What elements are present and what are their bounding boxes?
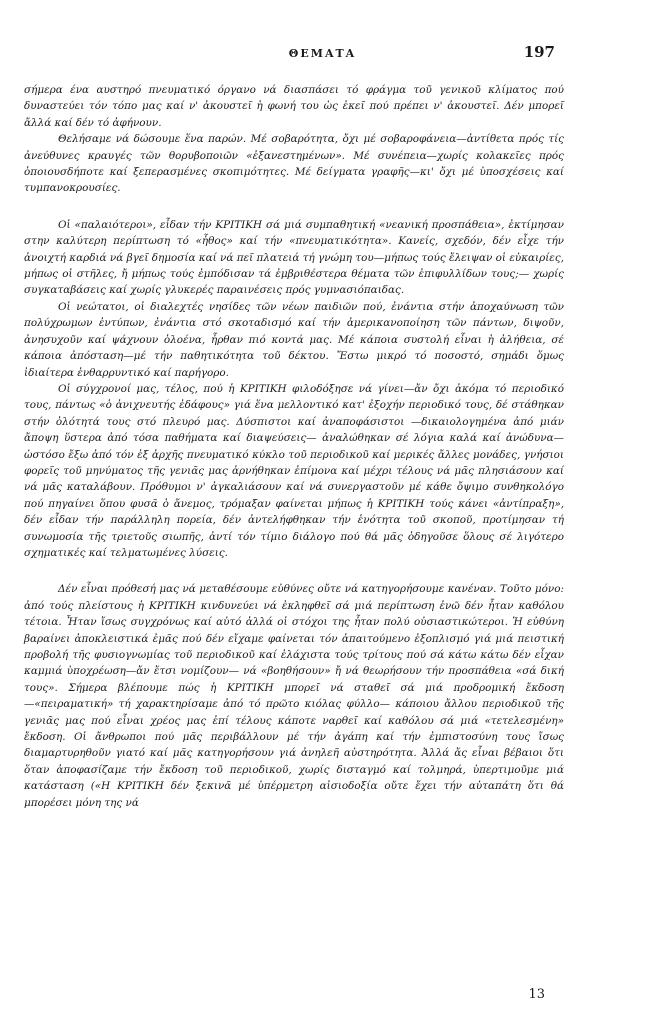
- paragraph-1: σήμερα ένα αυστηρό πνευματικό όργανο νά διασπάσει τό φράγμα τοῦ γενικοῦ κλίματος πού δυναστεύει τόν τόπο μας καί ν' ἀκουστεῖ ἡ φωνή του ὡς ἐκεῖ πού πρέπει ν' ἀκουστεῖ. Δέν μπορεῖ ἄλλά καί δέν τό ἀφήνουν.: [24, 84, 564, 129]
- paragraph-6: Δέν εἶναι πρόθεσή μας νά μεταθέσουμε εὐθύνες οὔτε νά κατηγορήσουμε κανέναν. Τοῦτο μόνο: ἀπό τούς πλείστους ἡ ΚΡΙΤΙΚΗ κινδυνεύει νά ἐκληφθεῖ σά μιά περίπτωση ἐνῶ δέν ἦταν καθόλου τέτοια. Ἦταν ἴσως συγχρόνως καί αὐτό ἀλλά οἱ στόχοι της ἦταν πολύ οὐσιαστικώτεροι. Ἡ εὐθύνη βαραίνει ἀποκλειστικά ἐμᾶς πού δέν εἴχαμε φαίνεται τόν ἀπαιτούμενο ἐξοπλισμό γιά μιά πειστική προβολή τῆς φυσιογνωμίας τοῦ περιοδικοῦ καί ἐλάχιστα τούς τρίτους πού σά κάτω κάτω δέν εἶχαν καμμιά ὑποχρέωση—ἄν ἔτσι νομίζουν— νά «βοηθήσουν» ἤ νά θεωρήσουν τήν προσπάθεια «σά δική τους». Σήμερα βλέπουμε πώς ἡ ΚΡΙΤΙΚΗ μπορεῖ νά σταθεῖ σά μιά προδρομική ἔκδοση —«πειραματική» τή χαρακτηρίσαμε ἀπό τό πρῶτο κιόλας φύλλο— κάποιου ἄλλου περιοδικοῦ τῆς γενιᾶς μας πού εἶναι χρέος μας ἐπί τέλους κάποτε ναρθεῖ καί καθόλου σά μιά «τετελεσμένη» ἔκδοση. Οἱ ἄνθρωποι πού μᾶς περιβάλλουν μέ τήν ἀγάπη καί τήν ἐμπιστοσύνη τους ἴσως διαμαρτυρηθοῦν γιατό καί μᾶς κατηγορήσουν γιά ἀνηλεῆ αὐστηρότητα. Ἀλλά ἄς εἶναι βέβαιοι ὅτι ὅταν ἀποφασίζαμε τήν ἔκδοση τοῦ περιοδικοῦ, χωρίς δισταγμό καί τολμηρά, ὑπερτιμοῦμε μιά κατάσταση («Η ΚΡΙΤΙΚΗ δέν ξεκινᾶ μέ ὑπέρμετρη αἰσιοδοξία οὔτε ἔχει τήν αὐταπάτη ὅτι θά μπορέσει μόνη της νά: [24, 583, 564, 809]
- signature-mark: 13: [528, 987, 545, 1002]
- body-text: [24, 82, 564, 811]
- paragraph-4: Οἱ νεώτατοι, οἱ διαλεχτές νησίδες τῶν νέων παιδιῶν πού, ἐνάντια στήν ἀποχαύνωση τῶν πολύχρωμων ἐντύπων, ἐνάντια στό σκοταδισμό καί τήν ἀμερικανοποίηση τῶν πάντων, διψοῦν, ἀνησυχοῦν καί ψάχνουν ὁλοένα, ἦρθαν πιό κοντά μας. Μέ κάποια συστολή εἶναι ἡ ἀλήθεια, σέ κάποια ἀπόσταση—μέ τήν παθητικότητα τοῦ δέκτου. Ἔστω μικρό τό ποσοστό, σημάδι ὅμως ἰδιαίτερα ἐνθαρρυντικό καί παρήγορο.: [24, 300, 564, 379]
- page-number: 197: [523, 43, 555, 61]
- section-gap: [24, 197, 564, 217]
- paragraph-2: Θελήσαμε νά δώσουμε ἕνα παρών. Μέ σοβαρότητα, ὄχι μέ σοβαροφάνεια—ἀντίθετα πρός τίς ἀνεύθυνες κραυγές τῶν θορυβοποιῶν «ἐξανεστημένων». Μέ συνέπεια—χωρίς κολακεῖες πρός ὁποιουσδήποτε καί ξεπερασμένες σκοπιμότητες. Μέ δείγματα γραφῆς—κι' ὄχι μέ ὑποσχέσεις καί τυμπανοκρουσίες.: [24, 133, 564, 195]
- paragraph-3: Οἱ «παλαιότεροι», εἶδαν τήν ΚΡΙΤΙΚΗ σά μιά συμπαθητική «νεανική προσπάθεια», ἐκτίμησαν στην καλύτερη περίπτωση τό «ἦθος» καί τήν «πνευματικότητα». Κανείς, σχεδόν, δέν εἶχε τήν ἀνοιχτή καρδιά νά βγεῖ δημοσία καί νά πεῖ πλατειά τή γνώμη του—μήπως τούς ἔλειψαν οἱ εὐκαιρίες, μήπως οἱ στῆλες, ἤ μήπως τούς ἐμπόδισαν τά ἐμβριθέστερα θέματα τῶν ἐπιφυλλίδων τους;— χωρίς συγκαταβάσεις καί χωρίς γλυκερές παραινέσεις πρός γυμνασιόπαιδας.: [24, 218, 564, 297]
- running-head: [0, 43, 645, 63]
- paragraph-5: Οἱ σύγχρονοί μας, τέλος, πού ἡ ΚΡΙΤΙΚΗ φιλοδόξησε νά γίνει—ἄν ὄχι ἀκόμα τό περιοδικό τους, πάντως «ὁ ἀνιχνευτής ἐδάφους» γιά ἕνα μελλοντικό κατ' ἐξοχήν περιοδικό τους, δέ στάθηκαν στήν ὁλότητά τους στό πλευρό μας. Δύσπιστοι καί ἀναποφάσιστοι —δικαιολογημένα ἀπό μιάν ἄποψη ὕστερα ἀπό τόσα παθήματα καί διαψεύσεις— ἀναλώθηκαν σέ λόγια καλά καί ἀνώδυνα—ὡστόσο ἔξω ἀπό τόν ἐξ ἀρχῆς πνευματικό κύκλο τοῦ περιοδικοῦ καί μερικές ἄλλες μονάδες, γνήσιοι φορεῖς τοῦ μηνύματος τῆς γενιᾶς μας ἀρνήθηκαν ἐπίμονα καί μέχρι τέλους νά μᾶς πλησιάσουν καί νά μᾶς καταλάβουν. Πρόθυμοι ν' ἀγκαλιάσουν καί νά συνεργαστοῦν μέ κάθε ὄψιμο συνθηκολόγο πού πηγαίνει ὅπου φυσᾶ ὁ ἄνεμος, τρόμαξαν φαίνεται μήπως ἡ ΚΡΙΤΙΚΗ τούς κάνει «ἀντίπραξη», δέν εἶδαν τήν παράλληλη πορεία, δέν ἀντελήφθηκαν τήν ἑνότητα τοῦ σκοποῦ, προτίμησαν τή συνωμοσία τῆς τριετοῦς σιωπῆς, ἀντί τόν τίμιο διάλογο πού θά μᾶς ὁδηγοῦσε ὅλους σέ λιγότερο σχηματικές καί τελματωμένες λύσεις.: [24, 382, 564, 559]
- section-gap: [24, 561, 564, 581]
- running-title: ΘΕΜΑΤΑ: [288, 47, 357, 60]
